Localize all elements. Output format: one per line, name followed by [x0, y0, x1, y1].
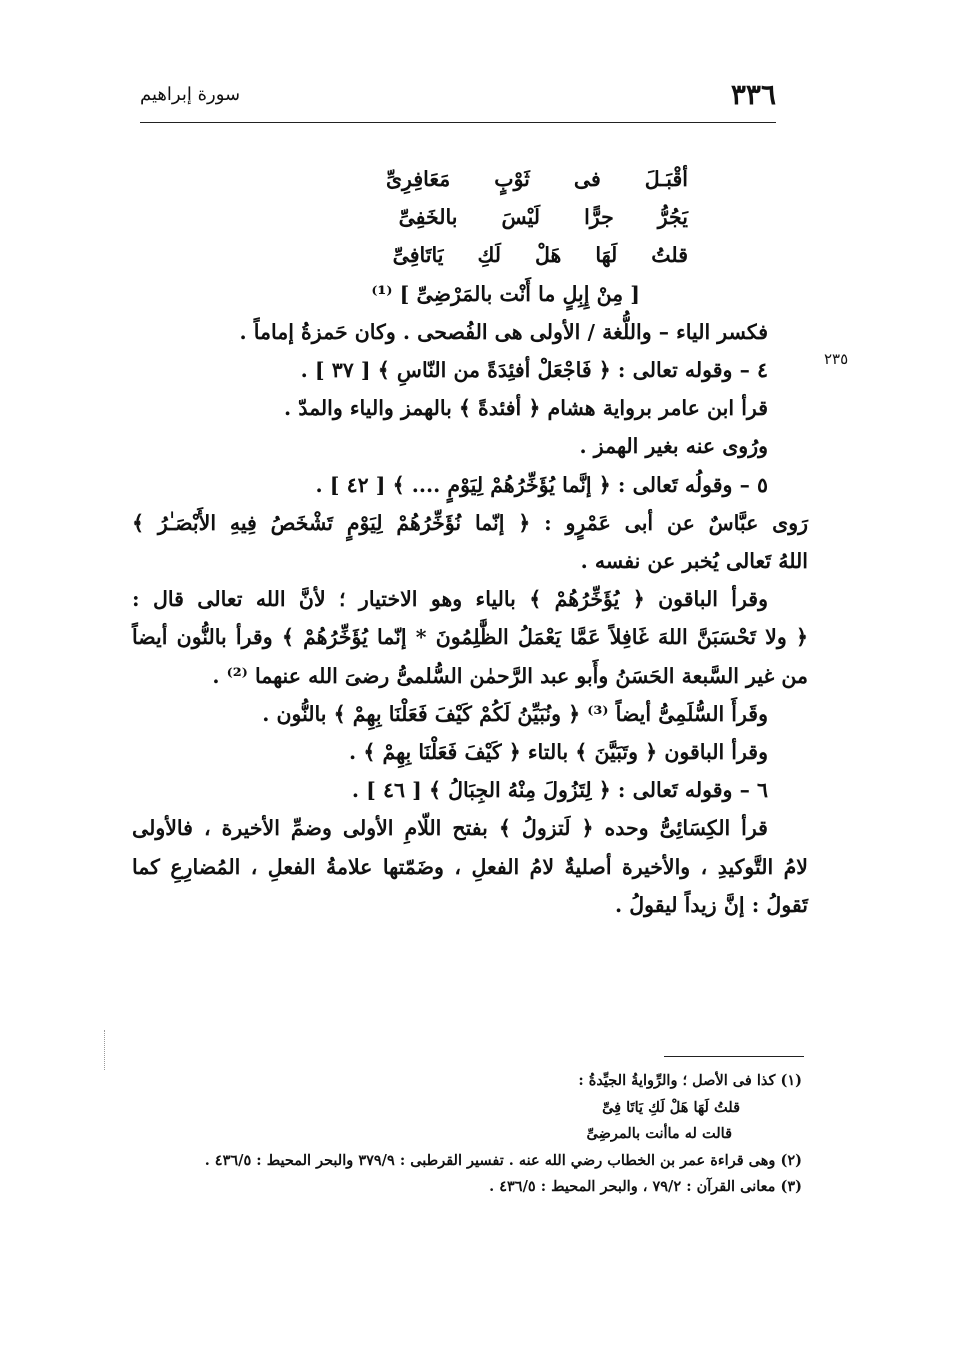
margin-mark: [104, 1030, 105, 1070]
text-line: فكسر الياء – واللُّغة / الأولى هى الفُصحى . وكان حَمزةُ إماماً .: [239, 319, 768, 344]
text-line: رَوى عبَّاسٌ عن أبى عَمْرٍو : ﴿ إنّما نُؤَخِّرُهُمْ لِيَوْمٍ تَشْخَصُ فِيهِ الأَبْصَـٰرُ ﴾: [132, 510, 808, 535]
footnote-1: (١) كذا فى الأصل ؛ والرِّوايةُ الجيِّدةُ :: [578, 1072, 802, 1089]
poem-verse-2: [318, 198, 808, 236]
text-line: قرأ ابن عامر برواية هشام ﴿ أفئدةً ﴾ بالهمز والياء والمدّ .: [284, 396, 768, 421]
poem-word: يَجُرُّ: [657, 205, 688, 230]
poem-word: بالخَفِىِّ: [398, 205, 458, 230]
poem-word: قلتُ: [651, 243, 688, 268]
main-text: [132, 160, 808, 924]
footnotes: [132, 1068, 802, 1201]
poem-word: لَهَا: [595, 243, 618, 268]
poem-word: لَيْسَ: [501, 205, 541, 230]
poem-word: هَلْ: [534, 243, 562, 268]
text-line: ٥ – وقولُه تَعالى : ﴿ إنَّما يُؤَخِّرُهُمْ لِيَوْمٍ .... ﴾ [ ٤٢ ] .: [315, 472, 768, 497]
poem-word: مَعَافِرِىِّ: [386, 167, 451, 191]
text-line: وقَرأَ السُّلَمِىُّ أيضاً ⁽³⁾ ﴿ ونُبَيِّنُ لَكُمْ كَيْفَ فَعَلْنَا بِهِمْ ﴾ بالنُّون .: [262, 701, 768, 726]
poem-word: لَكِ: [477, 243, 501, 268]
poem-verse-4: [ مِنْ إِبِلٍ ما أَنْت بالمَرْضِىِّ ] ⁽¹⁾: [371, 281, 640, 306]
text-line: ورُوى عنه بغير الهمز .: [579, 434, 768, 459]
poem-verse-1: [318, 160, 808, 198]
margin-page-reference: ٢٣٥: [824, 350, 849, 368]
footnote-2: (٢) وهى قراءة عمر بن الخطاب رضي الله عنه . تفسير القرطبى : ٣٧٩/٩ والبحر المحيط : ٤٣٦/٥ .: [204, 1151, 802, 1169]
header-divider: [140, 122, 776, 123]
text-line: وقرأ الباقون ﴿ وتَبَيَّنَ ﴾ بالتاء ﴿ كَيْفَ فَعَلْنَا بِهِمْ ﴾ .: [349, 740, 768, 765]
text-line: قرأ الكِسَائِىُّ وحده ﴿ لَتزولُ ﴾ بفتح اللّامِ الأولى وضمِّ الأخيرة ، فالأولى: [132, 816, 768, 841]
text-line: اللهُ تَعالى يُخبر عن نفسه .: [580, 549, 808, 574]
page-header: [140, 78, 776, 120]
text-line: من غير السَّبعة الحَسَنُ وأَبو عبد الرَّحمٰن السُّلمىُّ رضىَ الله عنهما ⁽²⁾ .: [212, 663, 808, 688]
poem-word: فى: [573, 167, 601, 191]
poem-word: يَاتَافِىِّ: [392, 243, 444, 268]
poem-word: جرًّا: [584, 205, 614, 230]
text-line: لامُ التَّوكيدِ ، والأخيرة أصليةٌ لامُ الفعلِ ، وضَمّتها علامةُ الفعلِ ، المُضارِعِ كما: [132, 854, 808, 879]
text-line: وقرأ الباقون ﴿ يُؤَخِّرُهُمْ ﴾ بالياء وهو الاختيار ؛ لأنَّ الله تعالى قال :: [132, 587, 768, 612]
running-title: سورة إبراهيم: [140, 84, 241, 105]
footnote-1-verse: قلتُ لَهَا هَلْ لَكِ يَاتَا فِىِّ: [602, 1098, 740, 1116]
text-line: تَقولُ : إنَّ زيداً ليقولُ .: [614, 892, 808, 917]
poem-verse-3: [318, 236, 808, 274]
page-number: ٣٣٦: [730, 78, 776, 111]
text-line: ﴿ ولا تَحْسَبَنَّ اللهَ غَافِلاً عَمَّا يَعْمَلُ الظَّٰلِمُونَ * إنّما يُؤَخِّرُهُمْ ﴾ وقرأ بالنُّون أيضاً: [132, 625, 808, 650]
text-line: ٦ – وقوله تَعالى : ﴿ لِتَزُولَ مِنْهُ الجِبَالُ ﴾ [ ٤٦ ] .: [351, 778, 768, 803]
footnote-3: (٣) معانى القرآن : ٧٩/٢ ، والبحر المحيط : ٤٣٦/٥ .: [489, 1178, 802, 1195]
poem-word: أقْبَـلَ: [644, 167, 688, 191]
text-line: ٤ – وقوله تعالى : ﴿ فَاجْعَلْ أفئِدَةً من النّاسِ ﴾ [ ٣٧ ] .: [300, 358, 768, 383]
footnote-1-verse: قالت له ماأنت بالمرضِىِّ: [586, 1125, 732, 1142]
footnote-divider: [664, 1056, 804, 1057]
poem-word: ثَوْبٍ: [494, 167, 530, 191]
